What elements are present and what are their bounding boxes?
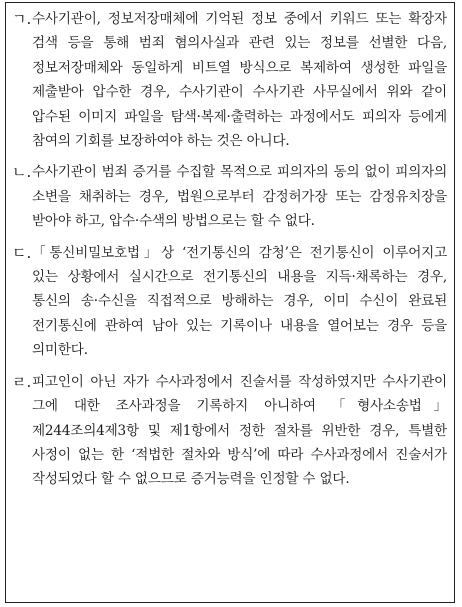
statement-item-nieun [12,160,447,233]
statement-marker: ㄹ. [12,372,32,391]
statement-text: 「통신비밀보호법」상 ‘전기통신의 감청’은 전기통신이 이루어지고 있는 상황에서 실시간으로 전기통신의 내용을 지득·채록하는 경우, 통신의 송·수신을 직접적으로 방해하는 경우, 이미 수신이 완료된 전기통신에 관하여 남아 있는 기록이나 내용을 열어보는 경우 등을 의미한다. [32,244,447,359]
statement-text: 수사기관이, 정보저장매체에 기억된 정보 중에서 키워드 또는 확장자 검색 등을 통해 범죄 혐의사실과 관련 있는 정보를 선별한 다음, 정보저장매체와 동일하게 비트열 방식으로 복제하여 생성한 파일을 제출받아 압수한 경우, 수사기관이 수사기관 사무실에서 위와 같이 압수된 이미지 파일을 탐색·복제·출력하는 과정에서도 피의자 등에게 참여의 기회를 보장하여야 하는 것은 아니다. [32,11,447,150]
statement-item-rieul [12,370,447,492]
statements-box [5,2,455,603]
statement-text: 수사기관이 범죄 증거를 수집할 목적으로 피의자의 동의 없이 피의자의 소변을 채취하는 경우, 법원으로부터 감정허가장 또는 감정유치장을 받아야 하고, 압수·수색의 방법으로는 할 수 없다. [32,164,447,230]
statement-text: 피고인이 아닌 자가 수사과정에서 진술서를 작성하였지만 수사기관이 그에 대한 조사과정을 기록하지 아니하여 「형사소송법」 제244조의4제3항 및 제1항에서 정한 절차를 위반한 경우, 특별한 사정이 없는 한 ‘적법한 절차와 방식’에 따라 수사과정에서 진술서가 작성되었다 할 수 없으므로 증거능력을 인정할 수 없다. [32,373,447,488]
statement-item-digeut [12,241,447,363]
statement-marker: ㄴ. [12,163,32,182]
statement-marker: ㄱ. [12,10,32,28]
statement-marker: ㄷ. [12,243,32,262]
statement-item-giyeok [12,7,447,153]
